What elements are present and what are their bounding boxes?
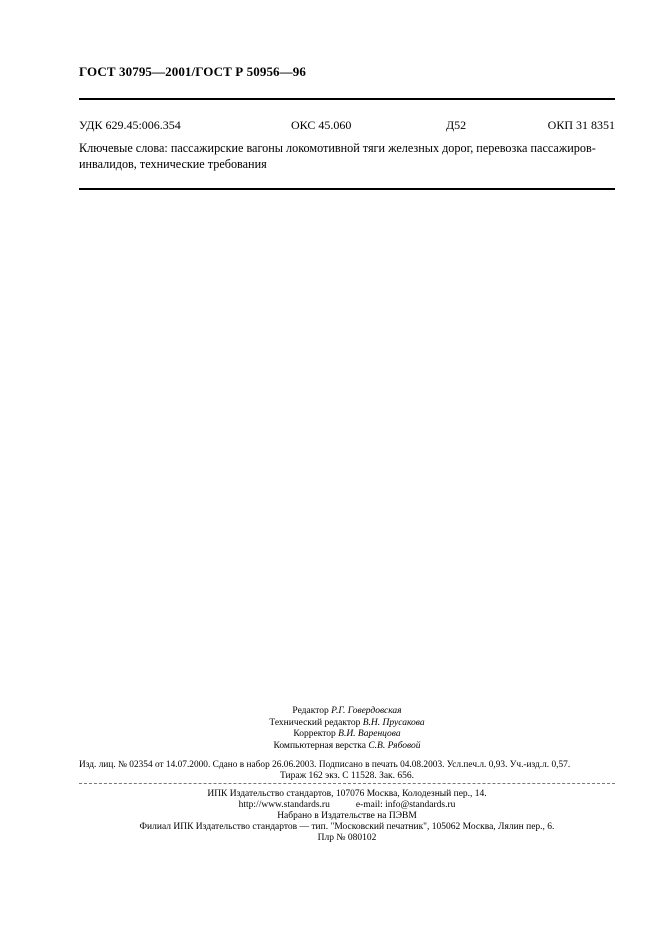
publication-line: Изд. лиц. № 02354 от 14.07.2000. Сдано в набор 26.06.2003. Подписано в печать 04.08.2003. Усл.печ.л. 0,93. Уч.-изд.л. 0,57. xyxy=(79,760,571,770)
keywords-paragraph xyxy=(79,140,617,172)
plr-number: Плр № 080102 xyxy=(317,833,377,843)
press-block xyxy=(79,789,615,844)
classification-codes xyxy=(79,118,615,134)
bottom-rule xyxy=(79,188,615,190)
editor-row xyxy=(79,706,615,718)
layout-label: Компьютерная верстка xyxy=(273,740,369,751)
corrector-label: Корректор xyxy=(293,729,339,739)
footer-dashed-rule xyxy=(79,783,615,784)
credits-block xyxy=(79,706,615,752)
top-rule xyxy=(79,98,615,100)
keywords-label: Ключевые слова: xyxy=(79,141,168,155)
oks-code: ОКС 45.060 xyxy=(291,118,352,132)
print-run-line: Тираж 162 экз. С 11528. Зак. 656. xyxy=(279,771,415,781)
layout-name: С.В. Рябовой xyxy=(368,740,421,751)
contacts-row xyxy=(79,800,615,811)
editor-name: Р.Г. Говердовская xyxy=(331,706,402,716)
udk-code: УДК 629.45:006.354 xyxy=(79,118,181,132)
email-link[interactable]: e-mail: info@standards.ru xyxy=(355,800,456,810)
ipk-address: ИПК Издательство стандартов, 107076 Москва, Колодезный пер., 14. xyxy=(207,789,487,799)
branch-address: Филиал ИПК Издательство стандартов — тип. "Московский печатник", 105062 Москва, Лялин пер., 6. xyxy=(139,822,555,832)
corrector-name: В.И. Варенцова xyxy=(338,729,401,739)
layout-row xyxy=(79,741,615,753)
tech-editor-name: В.Н. Прусакова xyxy=(362,717,425,728)
editor-label: Редактор xyxy=(292,706,332,716)
typeset-note: Набрано в Издательстве на ПЭВМ xyxy=(277,811,417,821)
tech-editor-row xyxy=(79,718,615,730)
d-code: Д52 xyxy=(446,118,467,132)
okp-code: ОКП 31 8351 xyxy=(547,118,615,132)
tech-editor-label: Технический редактор xyxy=(269,717,363,728)
keywords-text: пассажирские вагоны локомотивной тяги железных дорог, перевозка пассажиров-инвалидов, технические требования xyxy=(79,141,596,171)
document-title: ГОСТ 30795—2001/ГОСТ Р 50956—96 xyxy=(79,64,306,79)
website-link[interactable]: http://www.standards.ru xyxy=(238,800,330,810)
corrector-row xyxy=(79,729,615,741)
